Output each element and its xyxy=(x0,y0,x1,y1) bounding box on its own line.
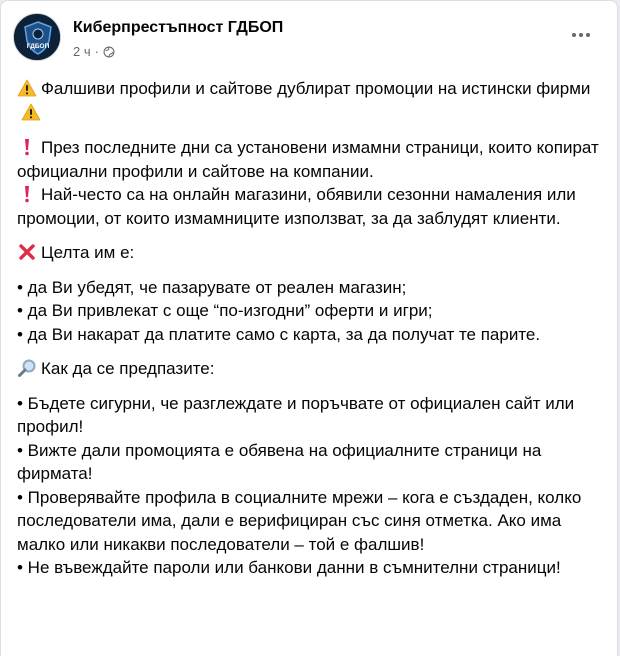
protect-heading-text: Как да се предпазите: xyxy=(41,359,215,378)
page-avatar[interactable] xyxy=(13,13,61,61)
warning-emoji-icon xyxy=(21,102,41,122)
protect-item: • Проверявайте профила в социалните мрежи – кога е създаден, колко последователи има, дали е верифициран със синя отметка. Ако има малко или никакви последователи – той е фалшив! xyxy=(17,487,582,554)
magnifier-emoji-icon xyxy=(17,358,37,378)
more-options-icon[interactable] xyxy=(563,23,599,47)
shield-logo-icon xyxy=(14,14,61,61)
warning-emoji-icon xyxy=(17,78,37,98)
avatar-text: ГДБОП xyxy=(26,43,50,50)
protect-item: • Бъдете сигурни, че разглеждате и поръчвате от официален сайт или профил! xyxy=(17,393,575,436)
post-title: Фалшиви профили и сайтове дублират промоции на истински фирми xyxy=(41,79,591,98)
goal-heading xyxy=(17,241,607,265)
protect-heading xyxy=(17,357,607,381)
protect-item: • Не въвеждайте пароли или банкови данни в съмнителни страници! xyxy=(17,558,561,577)
post-header xyxy=(13,11,605,71)
globe-icon xyxy=(103,46,115,58)
exclamation-emoji-icon xyxy=(17,137,37,157)
post-meta xyxy=(73,44,115,59)
paragraph-1-text: През последните дни са установени измамни страници, които копират официални профили и сайтове на компании. xyxy=(17,138,599,181)
exclamation-emoji-icon xyxy=(17,184,37,204)
paragraph-2 xyxy=(17,183,607,230)
post-time-link[interactable]: 2 ч xyxy=(73,44,91,59)
goal-heading-text: Целта им е: xyxy=(41,243,135,262)
paragraph-1 xyxy=(17,136,607,183)
post-body xyxy=(17,77,607,580)
goal-item: • да Ви убедят, че пазарувате от реален магазин; xyxy=(17,277,407,297)
page-name-link[interactable]: Киберпрестъпност ГДБОП xyxy=(73,19,284,36)
goal-item: • да Ви накарат да платите само с карта, за да получат те парите. xyxy=(17,324,541,344)
paragraph-2-text: Най-често са на онлайн магазини, обявили сезонни намаления или промоции, от които измамниците използват, за да заблудят клиенти. xyxy=(17,185,576,228)
goal-item: • да Ви привлекат с още “по-изгодни” оферти и игри; xyxy=(17,301,433,320)
protect-item: • Вижте дали промоцията е обявена на официалните страници на фирмата! xyxy=(17,440,542,483)
post-title-paragraph xyxy=(17,77,607,124)
cross-mark-emoji-icon xyxy=(17,242,37,262)
meta-separator: · xyxy=(94,44,99,59)
